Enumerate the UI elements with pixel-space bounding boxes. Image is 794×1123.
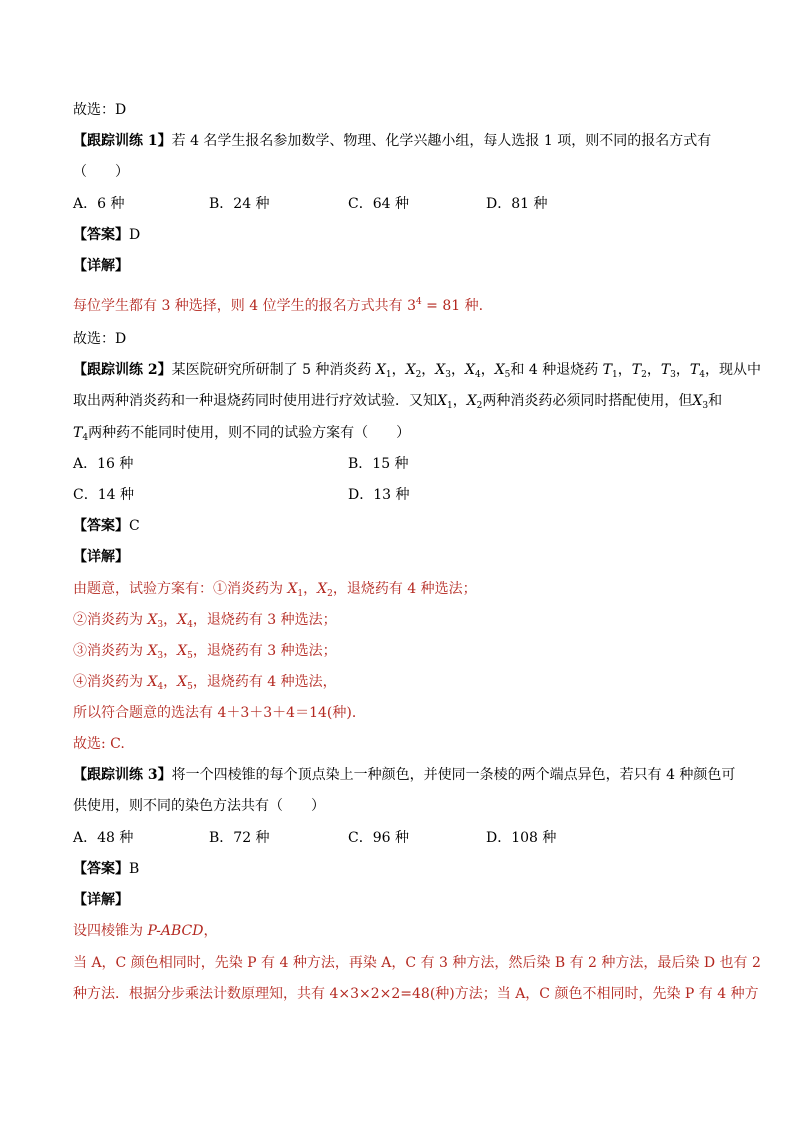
answer-tag: 【答案】: [73, 518, 129, 534]
choice-line-3: 故选: C.: [73, 736, 125, 752]
problem-1-option-d: D．81 种: [486, 196, 548, 212]
problem-3-stem-2: 供使用，则不同的染色方法共有（ ）: [73, 798, 325, 814]
problem-2-stem-1: 【跟踪训练 2】某医院研究所研制了 5 种消炎药 $X_1$，$X_2$，$X_3$，$X_4$，$X_5$和 4 种退烧药 $T_1$，$T_2$，$T_3$，$T_4$，现从中: [73, 362, 761, 380]
problem-2-detail-heading: 【详解】: [73, 549, 129, 565]
problem-1-option-a: A．6 种: [73, 196, 125, 212]
problem-3-detail-heading: 【详解】: [73, 892, 129, 908]
problem-1-option-b: B．24 种: [209, 196, 270, 212]
problem-3-answer: [73, 859, 139, 879]
problem-2-answer: [73, 516, 140, 536]
problem-1-solution: 每位学生都有 3 种选择，则 4 位学生的报名方式共有 $3^4 = 81$ 种.: [73, 297, 484, 314]
problem-3-option-b: B．72 种: [209, 830, 270, 846]
answer-value: D: [129, 227, 141, 243]
problem-2-stem-3: $T_4$两种药不能同时使用，则不同的试验方案有（ ）: [73, 425, 411, 443]
problem-2-solution-1: 由题意，试验方案有：①消炎药为 $X_1$，$X_2$，退烧药有 4 种选法；: [73, 581, 477, 599]
choice-line-1: 故选：D: [73, 102, 127, 118]
problem-2-solution-4: ④消炎药为 $X_4$，$X_5$，退烧药有 4 种选法，: [73, 674, 337, 692]
problem-3-solution-3: 种方法．根据分步乘法计数原理知，共有 4×3×2×2=48(种)方法；当 A，C 颜色不相同时，先染 P 有 4 种方: [73, 986, 759, 1002]
problem-3-solution-1: 设四棱锥为 P-ABCD，: [73, 923, 218, 939]
choice-line-2: 故选：D: [73, 331, 127, 347]
problem-3-tag: 【跟踪训练 3】: [73, 767, 172, 783]
problem-1-stem: [73, 131, 711, 151]
answer-value: C: [129, 518, 140, 534]
problem-3-option-a: A．48 种: [73, 830, 134, 846]
problem-3-stem-1: 【跟踪训练 3】将一个四棱锥的每个顶点染上一种颜色，并使同一条棱的两个端点异色，若只有 4 种颜色可: [73, 767, 736, 783]
problem-2-option-b: B．15 种: [348, 456, 409, 472]
problem-1-tag: 【跟踪训练 1】: [73, 133, 172, 149]
problem-2-stem-2: 取出两种消炎药和一种退烧药同时使用进行疗效试验．又知$X_1$，$X_2$两种消炎药必须同时搭配使用，但$X_3$和: [73, 393, 723, 411]
problem-1-answer: [73, 225, 140, 245]
problem-3-option-d: D．108 种: [486, 830, 557, 846]
problem-2-solution-2: ②消炎药为 $X_3$，$X_4$，退烧药有 3 种选法；: [73, 612, 337, 630]
problem-2-option-d: D．13 种: [348, 487, 410, 503]
problem-1-paren: （ ）: [73, 164, 129, 180]
problem-1-text: 若 4 名学生报名参加数学、物理、化学兴趣小组，每人选报 1 项，则不同的报名方式有: [171, 133, 712, 149]
problem-2-tag: 【跟踪训练 2】: [73, 362, 172, 378]
problem-2-solution-5: 所以符合题意的选法有 4＋3＋3＋4＝14(种)．: [73, 705, 366, 721]
problem-2-option-a: A．16 种: [73, 456, 134, 472]
problem-2-solution-3: ③消炎药为 $X_3$，$X_5$，退烧药有 3 种选法；: [73, 643, 337, 661]
problem-2-option-c: C．14 种: [73, 487, 134, 503]
problem-3-option-c: C．96 种: [348, 830, 409, 846]
answer-tag: 【答案】: [73, 861, 129, 877]
answer-value: B: [129, 861, 140, 877]
problem-1-detail-heading: 【详解】: [73, 258, 129, 274]
answer-tag: 【答案】: [73, 227, 129, 243]
problem-3-solution-2: 当 A，C 颜色相同时，先染 P 有 4 种方法，再染 A，C 有 3 种方法，然后染 B 有 2 种方法，最后染 D 也有 2: [73, 955, 761, 971]
problem-1-option-c: C．64 种: [348, 196, 409, 212]
